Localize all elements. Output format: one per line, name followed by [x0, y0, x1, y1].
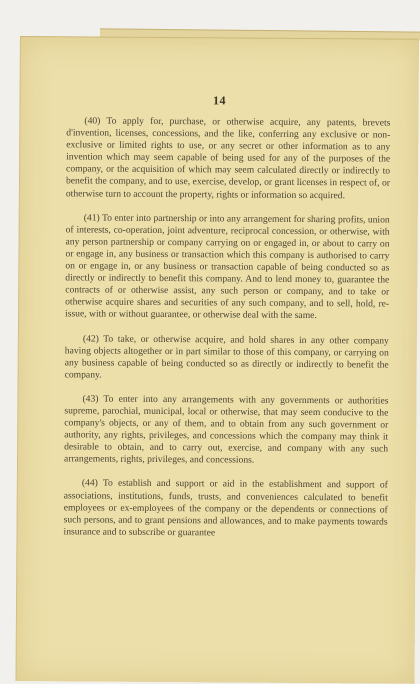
- paragraph-40: (40) To apply for, purchase, or otherwise acquire, any patents, brevets d'invention, licenses, concessions, and the like, conferring any exclusive or non- exclusive or limited rights to use, or any secret or other information as to any invention which may seem capable of being used for any of the purposes of the company, or the acquisition of which may seem calculated directly or indirectly to benefit the company, and to use, exercise, develop, or grant licenses in respect of, or otherwise turn to account the property, rights or information so acquired.: [65, 115, 391, 201]
- paragraph-43: (43) To enter into any arrangements with any governments or authorities supreme, parochial, municipal, local or otherwise, that may seem conducive to the company's objects, or any of them, and to obtain from any such government or authority, any rights, privileges, and concessions which the company may think it desirable to obtain, and to carry out, exercise, and company with any such arrangements, rights, privileges, and concessions.: [64, 393, 389, 466]
- page-body: [63, 115, 390, 552]
- document-page: [15, 36, 418, 684]
- paragraph-44: (44) To establish and support or aid in the establishment and support of associations, institutions, funds, trusts, and conveniences calculated to benefit employees or ex-employees of the company or the dependents or connections of such persons, and to grant pensions and allowances, and to make payments towards insurance and to subscribe or guarantee: [63, 477, 388, 539]
- paragraph-42: (42) To take, or otherwise acquire, and hold shares in any other company having objects altogether or in part similar to those of this company, or carrying on any business capable of being conducted so as directly or indirectly to benefit the company.: [64, 332, 389, 381]
- paragraph-41: (41) To enter into partnership or into any arrangement for sharing profits, union of interests, co-operation, joint adventure, reciprocal concession, or otherwise, with any person partnership or company carrying on or engaged in, or about to carry on or engage in, any business or transaction which this company is authorised to carry on or engage in, or any business or transaction capable of being conducted so as directly or indirectly to benefit this company. And to lend money to, guarantee the contracts of or otherwise assist, any such person or company, and to take or otherwise acquire shares and securities of any such company, and to sell, hold, re-issue, with or without guarantee, or otherwise deal with the same.: [65, 212, 390, 322]
- page-number: 14: [213, 93, 227, 108]
